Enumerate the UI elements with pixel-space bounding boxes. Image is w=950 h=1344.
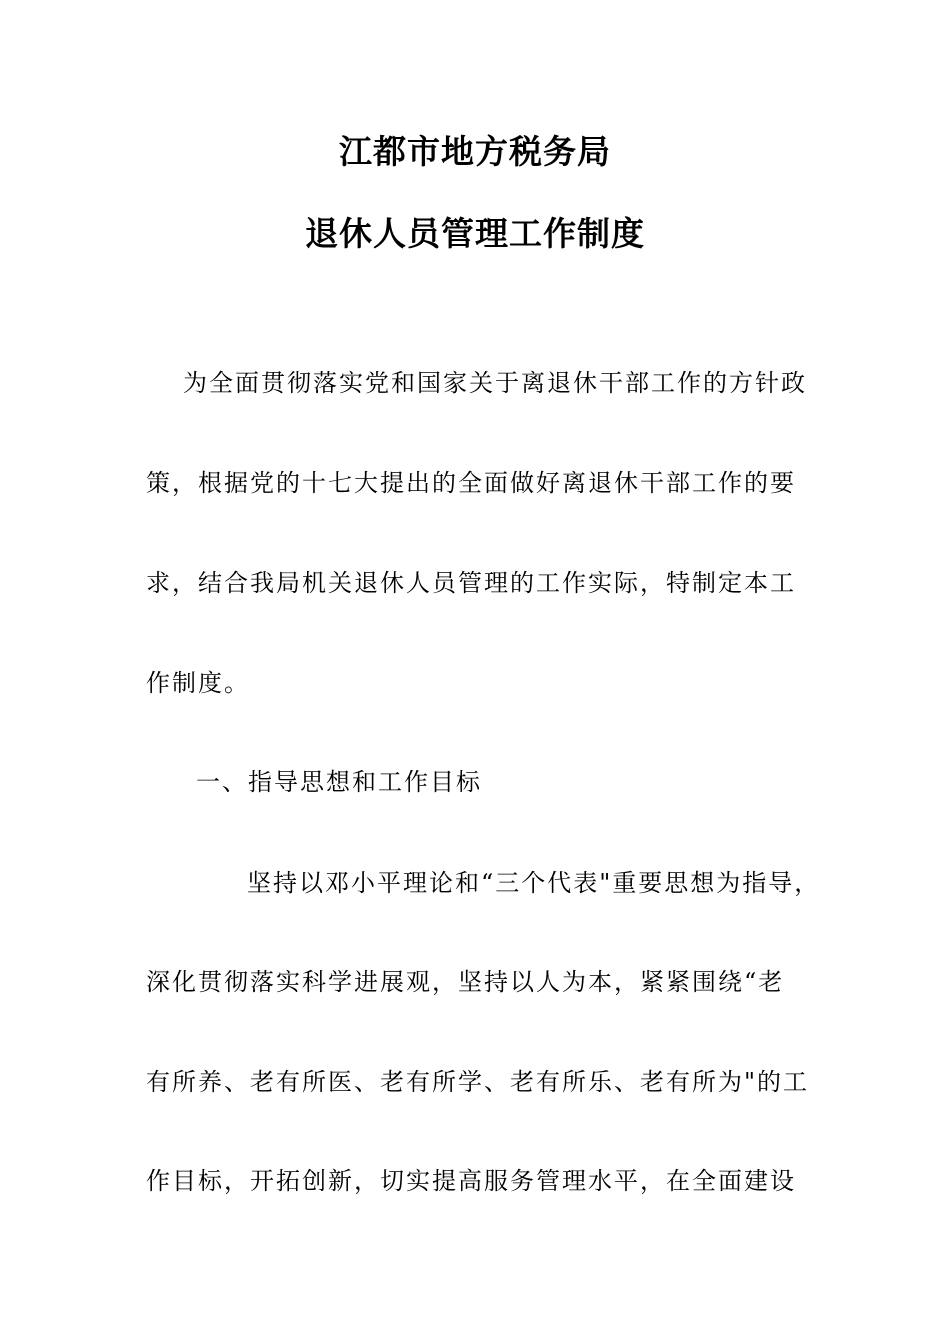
paragraph-line: 为全面贯彻落实党和国家关于离退休干部工作的方针政 <box>183 369 807 397</box>
paragraph-line: 深化贯彻落实科学进展观，坚持以人为本，紧紧围绕“老 <box>146 968 785 996</box>
paragraph-line: 策，根据党的十七大提出的全面做好离退休干部工作的要 <box>146 469 796 497</box>
paragraph-line: 求，结合我局机关退休人员管理的工作实际，特制定本工 <box>146 569 796 597</box>
paragraph-line: 坚持以邓小平理论和“三个代表"重要思想为指导， <box>247 869 821 897</box>
document-subtitle: 退休人员管理工作制度 <box>305 214 645 253</box>
paragraph-line: 作制度。 <box>146 669 250 697</box>
section-heading: 一、指导思想和工作目标 <box>196 768 482 796</box>
document-title: 江都市地方税务局 <box>339 132 611 171</box>
paragraph-line: 作目标，开拓创新，切实提高服务管理水平，在全面建设 <box>146 1167 796 1195</box>
paragraph-line: 有所养、老有所医、老有所学、老有所乐、老有所为"的工 <box>146 1068 810 1096</box>
